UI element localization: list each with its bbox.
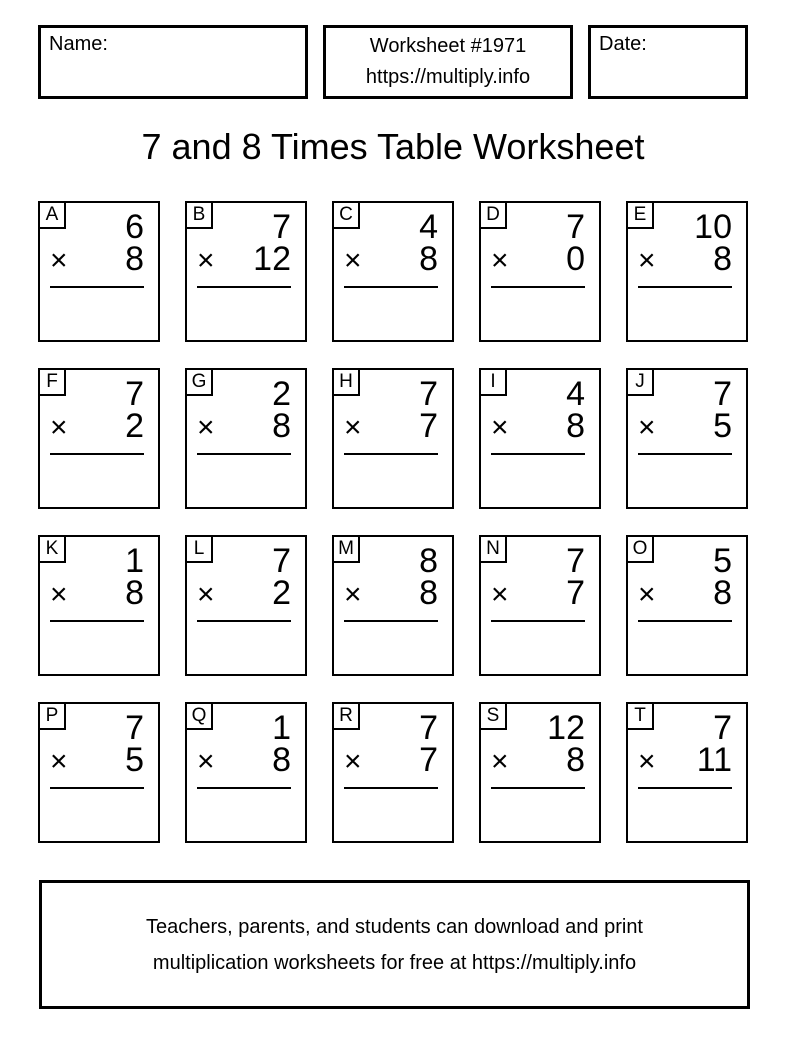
problem-card: [626, 702, 748, 843]
multiplier: 7: [566, 574, 585, 612]
multiplicand: 7: [125, 375, 144, 413]
footer-box: [39, 880, 750, 1009]
name-field-box[interactable]: [38, 25, 308, 99]
problem-card: [38, 702, 160, 843]
problem-label: F: [38, 368, 66, 396]
multiplicand: 7: [566, 208, 585, 246]
problem-card: [185, 535, 307, 676]
answer-line: [197, 453, 291, 455]
problem-label: L: [185, 535, 213, 563]
multiply-icon: ×: [197, 578, 215, 611]
problem-card: [332, 201, 454, 342]
multiplicand: 2: [272, 375, 291, 413]
multiply-icon: ×: [344, 745, 362, 778]
multiplicand: 7: [713, 375, 732, 413]
problem-card: [626, 201, 748, 342]
problem-card: [479, 535, 601, 676]
multiplier: 8: [125, 240, 144, 278]
problem-label: E: [626, 201, 654, 229]
multiplier-row: [187, 407, 305, 445]
multiplicand: 7: [419, 375, 438, 413]
multiplier: 8: [272, 407, 291, 445]
answer-line: [491, 787, 585, 789]
multiplicand: 7: [419, 709, 438, 747]
answer-line: [638, 620, 732, 622]
multiplier: 8: [125, 574, 144, 612]
multiplier: 8: [566, 407, 585, 445]
footer-line2: multiplication worksheets for free at https://multiply.info: [152, 951, 637, 974]
multiplier-row: [40, 741, 158, 779]
problem-label: Q: [185, 702, 213, 730]
name-label: Name:: [49, 33, 108, 55]
problem-label: J: [626, 368, 654, 396]
multiply-icon: ×: [344, 244, 362, 277]
multiply-icon: ×: [50, 578, 68, 611]
problem-label: H: [332, 368, 360, 396]
multiplicand: 1: [272, 709, 291, 747]
answer-line: [50, 787, 144, 789]
problem-card: [626, 535, 748, 676]
multiplier-row: [334, 240, 452, 278]
problem-label: S: [479, 702, 507, 730]
multiplier: 2: [272, 574, 291, 612]
multiplicand: 7: [713, 709, 732, 747]
problem-label: A: [38, 201, 66, 229]
answer-line: [491, 620, 585, 622]
multiplier-row: [481, 574, 599, 612]
problem-card: [185, 368, 307, 509]
multiplier: 2: [125, 407, 144, 445]
worksheet-info-box: [323, 25, 573, 99]
multiply-icon: ×: [491, 244, 509, 277]
problem-card: [479, 702, 601, 843]
multiplier: 8: [566, 741, 585, 779]
multiplier-row: [481, 240, 599, 278]
multiplier: 0: [566, 240, 585, 278]
problem-label: K: [38, 535, 66, 563]
answer-line: [197, 787, 291, 789]
multiplicand: 1: [125, 542, 144, 580]
multiplicand: 4: [419, 208, 438, 246]
multiply-icon: ×: [197, 244, 215, 277]
multiply-icon: ×: [638, 244, 656, 277]
problem-card: [38, 368, 160, 509]
multiplier: 12: [253, 240, 291, 278]
multiplier-row: [334, 574, 452, 612]
problem-label: D: [479, 201, 507, 229]
multiplier: 5: [713, 407, 732, 445]
answer-line: [344, 787, 438, 789]
answer-line: [344, 620, 438, 622]
multiplier-row: [187, 741, 305, 779]
multiply-icon: ×: [344, 578, 362, 611]
problem-card: [332, 702, 454, 843]
multiplier-row: [628, 407, 746, 445]
problem-card: [626, 368, 748, 509]
problem-label: M: [332, 535, 360, 563]
problem-label: N: [479, 535, 507, 563]
multiplicand: 7: [272, 208, 291, 246]
multiplier: 7: [419, 741, 438, 779]
worksheet-url: https://multiply.info: [365, 66, 531, 88]
answer-line: [344, 286, 438, 288]
multiplier: 11: [696, 741, 732, 779]
problem-label: G: [185, 368, 213, 396]
problem-card: [332, 535, 454, 676]
multiplier-row: [40, 240, 158, 278]
multiplier: 8: [419, 574, 438, 612]
multiplicand: 4: [566, 375, 585, 413]
multiplicand: 6: [125, 208, 144, 246]
problem-card: [185, 201, 307, 342]
problem-label: I: [479, 368, 507, 396]
problem-label: R: [332, 702, 360, 730]
problem-label: O: [626, 535, 654, 563]
answer-line: [344, 453, 438, 455]
multiplier-row: [628, 574, 746, 612]
multiply-icon: ×: [50, 244, 68, 277]
problem-label: C: [332, 201, 360, 229]
answer-line: [638, 453, 732, 455]
answer-line: [638, 787, 732, 789]
multiplier-row: [334, 407, 452, 445]
multiplicand: 10: [694, 208, 732, 246]
problem-card: [479, 201, 601, 342]
multiplier-row: [628, 741, 746, 779]
answer-line: [50, 620, 144, 622]
footer-line1: Teachers, parents, and students can download and print: [146, 915, 643, 938]
multiply-icon: ×: [50, 411, 68, 444]
multiplier-row: [187, 240, 305, 278]
multiplicand: 7: [125, 709, 144, 747]
multiplier: 8: [419, 240, 438, 278]
multiply-icon: ×: [638, 411, 656, 444]
multiply-icon: ×: [50, 745, 68, 778]
multiply-icon: ×: [638, 745, 656, 778]
answer-line: [50, 453, 144, 455]
multiply-icon: ×: [638, 578, 656, 611]
multiplicand: 8: [419, 542, 438, 580]
multiplier: 5: [125, 741, 144, 779]
problem-card: [185, 702, 307, 843]
answer-line: [491, 286, 585, 288]
multiplicand: 5: [713, 542, 732, 580]
multiplier: 7: [419, 407, 438, 445]
multiply-icon: ×: [344, 411, 362, 444]
multiplier-row: [481, 741, 599, 779]
multiplier-row: [628, 240, 746, 278]
multiplier-row: [187, 574, 305, 612]
multiply-icon: ×: [491, 745, 509, 778]
problem-card: [38, 201, 160, 342]
multiplier-row: [481, 407, 599, 445]
problem-card: [38, 535, 160, 676]
multiply-icon: ×: [491, 411, 509, 444]
page-title: 7 and 8 Times Table Worksheet: [141, 126, 645, 167]
problems-grid: [38, 201, 748, 843]
multiply-icon: ×: [491, 578, 509, 611]
answer-line: [491, 453, 585, 455]
problem-label: B: [185, 201, 213, 229]
multiplicand: 12: [547, 709, 585, 747]
multiplicand: 7: [272, 542, 291, 580]
answer-line: [197, 620, 291, 622]
answer-line: [50, 286, 144, 288]
problem-label: P: [38, 702, 66, 730]
multiplier: 8: [272, 741, 291, 779]
multiplicand: 7: [566, 542, 585, 580]
problem-card: [479, 368, 601, 509]
multiplier-row: [40, 407, 158, 445]
multiplier: 8: [713, 240, 732, 278]
multiplier: 8: [713, 574, 732, 612]
problem-label: T: [626, 702, 654, 730]
problem-card: [332, 368, 454, 509]
answer-line: [197, 286, 291, 288]
multiply-icon: ×: [197, 411, 215, 444]
multiplier-row: [40, 574, 158, 612]
date-label: Date:: [599, 33, 647, 55]
multiply-icon: ×: [197, 745, 215, 778]
date-field-box[interactable]: [588, 25, 748, 99]
worksheet-number: Worksheet #1971: [369, 35, 527, 57]
answer-line: [638, 286, 732, 288]
multiplier-row: [334, 741, 452, 779]
